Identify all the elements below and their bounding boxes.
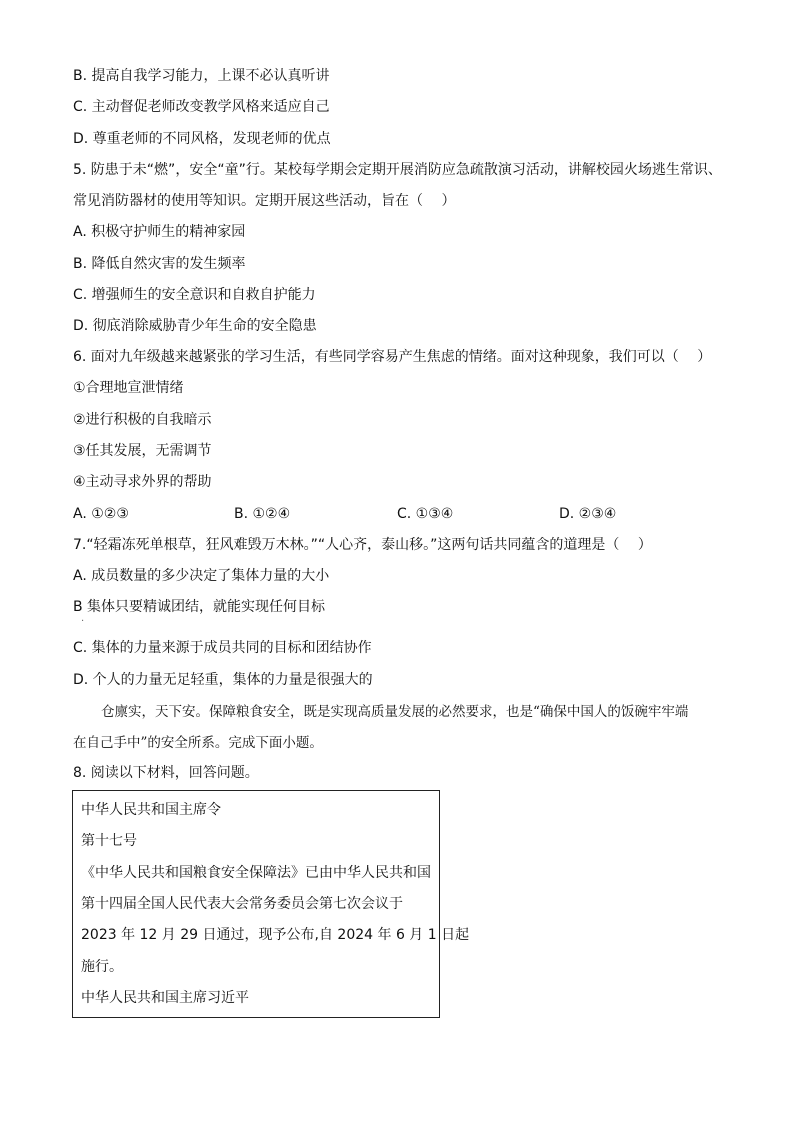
decree-text-line: 2023 年 12 月 29 日通过，现予公布,自 2024 年 6 月 1 日起 (81, 927, 470, 943)
q7-option-c: C. 集体的力量来源于成员共同的目标和团结协作 (73, 640, 372, 656)
decree-text-line: 《中华人民共和国粮食安全保障法》已由中华人民共和国 (81, 865, 431, 881)
material-line-1: 仓廪实，天下安。保障粮食安全，既是实现高质量发展的必然要求，也是“确保中国人的饭碗牢牢端 (101, 704, 689, 720)
decree-text-line: 第十四届全国人民代表大会常务委员会第七次会议于 (81, 896, 403, 912)
q4-option-c: C. 主动督促老师改变教学风格来适应自己 (73, 99, 330, 115)
decree-number: 第十七号 (81, 833, 137, 849)
q6-item-2: ②进行积极的自我暗示 (73, 412, 212, 428)
q8-stem: 8. 阅读以下材料，回答问题。 (73, 765, 259, 781)
q6-option-a: A. ①②③ (73, 506, 129, 522)
q5-stem-line-2: 常见消防器材的使用等知识。定期开展这些活动，旨在（ ） (73, 193, 456, 209)
q6-option-d: D. ②③④ (559, 506, 617, 522)
decree-box (72, 790, 470, 1018)
q7-option-d: D. 个人的力量无足轻重，集体的力量是很强大的 (73, 672, 373, 688)
q4-option-b: B. 提高自我学习能力，上课不必认真听讲 (73, 68, 330, 84)
q6-item-3: ③任其发展，无需调节 (73, 443, 212, 459)
q6-option-b: B. ①②④ (234, 506, 291, 522)
decree-text-line: 施行。 (81, 959, 123, 975)
q6-item-1: ①合理地宣泄情绪 (73, 380, 184, 396)
q5-option-d: D. 彻底消除威胁青少年生命的安全隐患 (73, 318, 317, 334)
q5-option-a: A. 积极守护师生的精神家园 (73, 224, 246, 240)
q7-option-b-dot: . (81, 613, 85, 624)
q5-option-c: C. 增强师生的安全意识和自救自护能力 (73, 287, 316, 303)
q7-stem: 7.“轻霜冻死单根草，狂风难毁万木林。”“人心齐，泰山移。”这两句话共同蕴含的道理是（ ） (73, 537, 652, 553)
decree-signature: 中华人民共和国主席习近平 (81, 990, 249, 1006)
q7-option-b: B 集体只要精诚团结，就能实现任何目标 (73, 599, 326, 615)
q5-stem-line-1: 5. 防患于未“燃”，安全“童”行。某校每学期会定期开展消防应急疏散演习活动，讲解校园火场逃生常识、 (73, 162, 722, 178)
q6-option-c: C. ①③④ (397, 506, 454, 522)
q5-option-b: B. 降低自然灾害的发生频率 (73, 256, 246, 272)
material-line-2: 在自己手中”的安全所系。完成下面小题。 (73, 735, 323, 751)
q6-item-4: ④主动寻求外界的帮助 (73, 474, 212, 490)
decree-title: 中华人民共和国主席令 (81, 802, 221, 818)
q4-option-d: D. 尊重老师的不同风格，发现老师的优点 (73, 131, 331, 147)
q7-option-a: A. 成员数量的多少决定了集体力量的大小 (73, 568, 330, 584)
q6-stem: 6. 面对九年级越来越紧张的学习生活，有些同学容易产生焦虑的情绪。面对这种现象，我们可以（ ） (73, 349, 712, 365)
